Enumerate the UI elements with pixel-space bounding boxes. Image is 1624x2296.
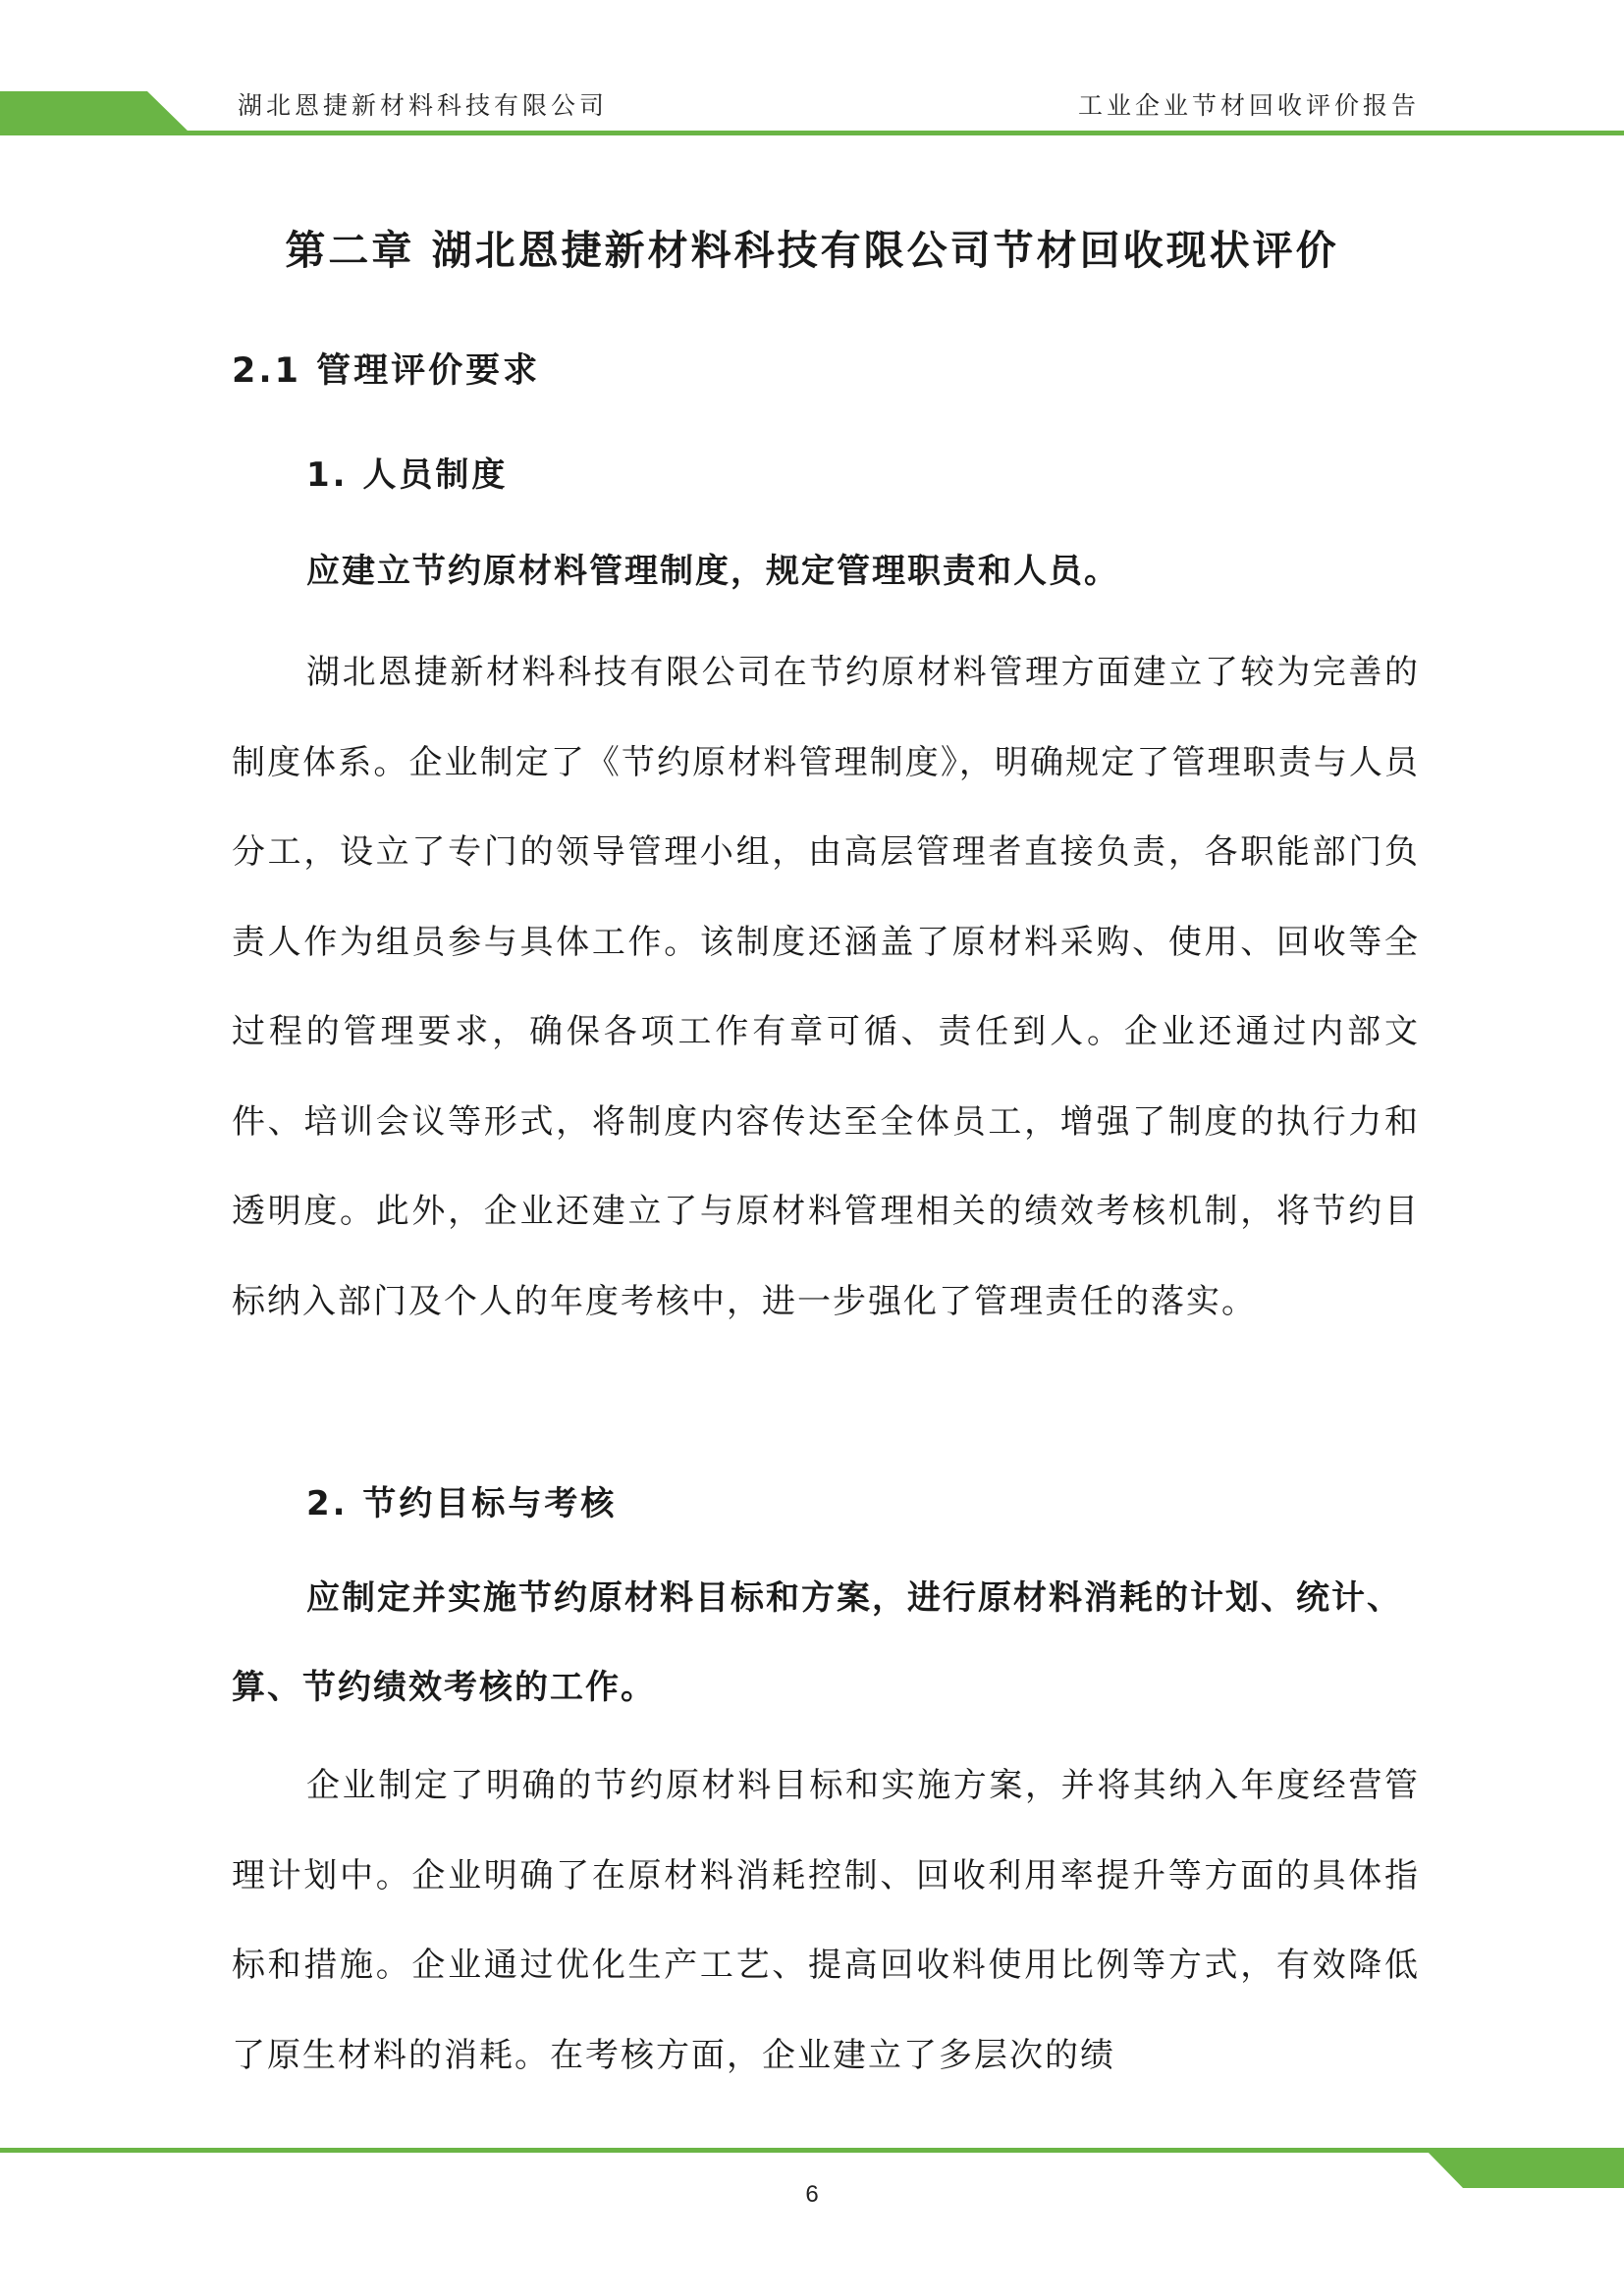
header-report-title: 工业企业节材回收评价报告 <box>1077 91 1420 120</box>
paragraph-1: 湖北恩捷新材料科技有限公司在节约原材料管理方面建立了较为完善的制度体系。企业制定了《节约原材料管理制度》，明确规定了管理职责与人员分工，设立了专门的领导管理小组，由高层管理者直接负责，各职能部门负责人作为组员参与具体工作。该制度还涵盖了原材料采购、使用、回收等全过程的管理要求，确保各项工作有章可循、责任到人。企业还通过内部文件、培训会议等形式，将制度内容传达至全体员工，增强了制度的执行力和透明度。此外，企业还建立了与原材料管理相关的绩效考核机制，将节约目标纳入部门及个人的年度考核中，进一步强化了管理责任的落实。 <box>232 653 1420 1321</box>
header-green-band <box>0 0 1624 147</box>
subsection-heading-1: 1. 人员制度 <box>306 455 509 495</box>
page-number: 6 <box>805 2181 819 2208</box>
requirement-2: 应制定并实施节约原材料目标和方案，进行原材料消耗的计划、统计、算、节约绩效考核的工作。 <box>232 1578 1402 1707</box>
paragraph-2: 企业制定了明确的节约原材料目标和实施方案，并将其纳入年度经营管理计划中。企业明确了在原材料消耗控制、回收利用率提升等方面的具体指标和措施。企业通过优化生产工艺、提高回收料使用比例等方式，有效降低了原生材料的消耗。在考核方面，企业建立了多层次的绩 <box>232 1766 1420 2075</box>
requirement-1: 应建立节约原材料管理制度，规定管理职责和人员。 <box>306 552 1119 591</box>
section-heading: 2.1 管理评价要求 <box>232 351 541 391</box>
header-company: 湖北恩捷新材料科技有限公司 <box>238 91 609 120</box>
subsection-heading-2: 2. 节约目标与考核 <box>306 1484 618 1523</box>
chapter-title: 第二章 湖北恩捷新材料科技有限公司节材回收现状评价 <box>285 227 1339 274</box>
